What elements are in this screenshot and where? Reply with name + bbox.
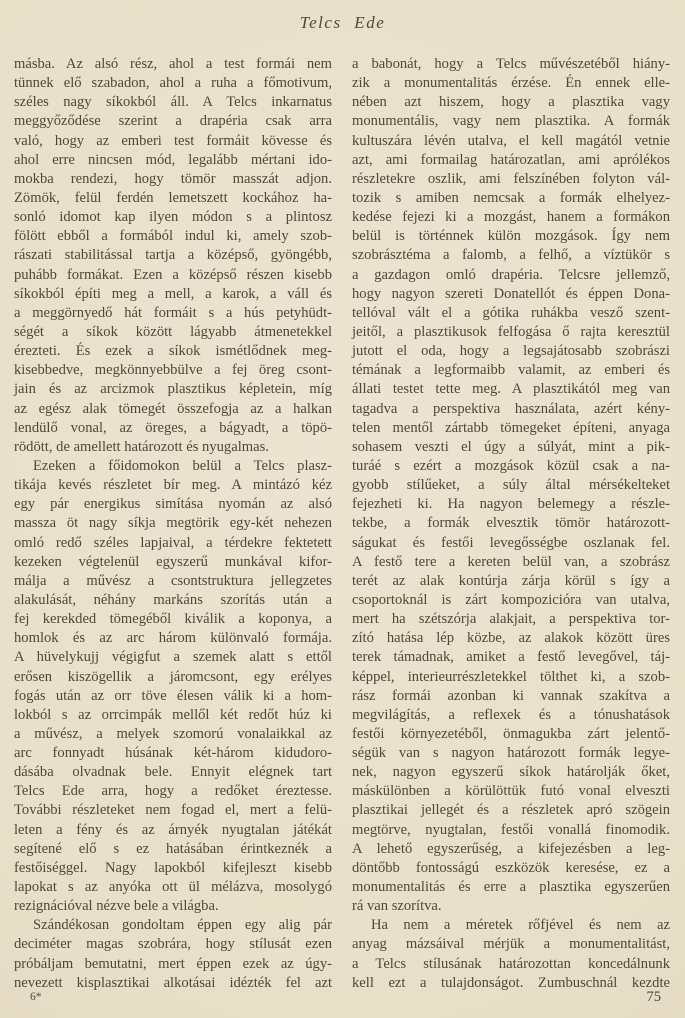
text-line: fejezheti ki. Ha nagyon belemegy a részle- bbox=[352, 496, 670, 513]
text-line: leten a fény és az árnyék nyugtalan játékát bbox=[14, 821, 332, 838]
text-line: egy pár energikus simítása nyomán az alsó bbox=[14, 496, 332, 513]
text-line: széles nagy síkokból áll. A Telcs inkarnatus bbox=[14, 94, 332, 111]
text-line: arc fonnyadt húsának két-három kidudoro- bbox=[14, 745, 332, 762]
text-line: tünnek elő szabadon, ahol a ruha a főmotivum, bbox=[14, 75, 332, 92]
text-line: További részleteket nem fogad el, mert a felü- bbox=[14, 802, 332, 819]
text-line: döntőbb fontosságú eszközök keresése, ez a bbox=[352, 859, 670, 876]
signature-mark: 6* bbox=[30, 991, 42, 1003]
text-line: kisebbedve, megkönnyebbülve a fej öreg csont- bbox=[14, 362, 332, 379]
text-line: monumentalitás és erre a plasztika egyszerűen bbox=[352, 879, 670, 896]
text-line: mert ha szétszórja alakjait, a perspektiva tor- bbox=[352, 611, 670, 628]
text-line: plasztikai jellegét és a részletek apró szögein bbox=[352, 802, 670, 819]
text-line: ahol erre nincsen mód, legalább mértani ido- bbox=[14, 151, 332, 168]
text-line: lendülő vonal, az öreges, a bágyadt, a töpö- bbox=[14, 419, 332, 436]
text-line: szobrásztéma a falomb, a felhő, a víztükör s bbox=[352, 247, 670, 264]
text-line: jutott el oda, hogy a legsajátosabb szobrászi bbox=[352, 343, 670, 360]
text-line: rödött, de amellett határozott és nyugalmas. bbox=[14, 438, 269, 455]
text-line: jain és az arcizmok plasztikus képletein, míg bbox=[14, 381, 332, 398]
text-line: témának a legformaibb valamit, az emberi és bbox=[352, 362, 670, 379]
text-line: fölött ebből a formából indul ki, amely szob- bbox=[14, 228, 332, 245]
page-number: 75 bbox=[646, 989, 661, 1005]
text-line: kedése fejezi ki a mozgást, hanem a formákon bbox=[352, 209, 670, 226]
text-line: monumentális, vagy nem plasztika. A formák bbox=[352, 113, 670, 130]
text-line: a meggörnyedő hát formáit s a hús petyhüdt- bbox=[14, 304, 332, 321]
text-line: massza öt nagy síkja megtörik egy-két nehezen bbox=[14, 515, 332, 532]
text-line: Zömök, felül ferdén lemetszett kockához ha- bbox=[14, 189, 332, 206]
text-line: a művész, a melyek szomorú vonalaikkal az bbox=[14, 725, 332, 742]
text-line: deciméter magas szobrára, hogy stílusát ezen bbox=[14, 936, 332, 953]
text-line: telen mentől zártabb tömegeket építeni, anyaga bbox=[352, 419, 670, 436]
text-line: nevezett kisplasztikai alkotásai idézték fel azt bbox=[14, 974, 332, 991]
right-column bbox=[352, 55, 670, 993]
text-line: gyobb stílűeket, a súly által mérsékelteket bbox=[352, 477, 670, 494]
text-line: síkokból építi meg a mell, a karok, a váll és bbox=[14, 285, 332, 302]
text-line: sohasem veszti el úgy a súlyát, mint a pik- bbox=[352, 438, 670, 455]
text-line: terét az alak kontúrja zárja körül s így a bbox=[352, 572, 670, 589]
text-line: csoportoknál is zárt kompozicióra van utalva, bbox=[352, 591, 670, 608]
text-line: A festő tere a kereten belül van, a szobrász bbox=[352, 553, 670, 570]
text-line: részletekre oszlik, ami felszínében folyton vál- bbox=[352, 170, 670, 187]
text-line: rá van szorítva. bbox=[352, 898, 442, 915]
text-line: nében azt hiszem, hogy a plasztika vagy bbox=[352, 94, 670, 111]
text-line: tellóval vált el a gótika ruhákba vesző szent- bbox=[352, 304, 670, 321]
text-line: állati testet tette meg. A plasztikától meg van bbox=[352, 381, 670, 398]
text-line: zik a monumentalitás érzése. Én ennek elle- bbox=[352, 75, 670, 92]
text-line: megvilágítás, a reflexek és a tónushatások bbox=[352, 706, 670, 723]
text-line: lokból s az orrcimpák mellől két redőt húz ki bbox=[14, 706, 332, 723]
text-line: terek támadnak, amiket a festő levegővel, táj- bbox=[352, 649, 670, 666]
text-line: fej kerekded tömegéből kiválik a koponya, a bbox=[14, 611, 332, 628]
text-line: A hüvelykujj végigfut a szemek alatt s ettől bbox=[14, 649, 332, 666]
text-line: zító hatása lép közbe, az alakok között üres bbox=[352, 630, 670, 647]
text-line: az egész alak tömegét összefogja az a halkan bbox=[14, 400, 332, 417]
text-line: tozik s amiben nemcsak a formák elhelyez- bbox=[352, 189, 670, 206]
text-line: A lehető egyszerűség, a kifejezésben a leg- bbox=[352, 840, 670, 857]
text-line: rász formái azonban ki vannak szakítva a bbox=[352, 687, 670, 704]
text-line: fogás után az orr töve élesen válik ki a hom- bbox=[14, 687, 332, 704]
text-line: festői környezetéből, önmagukba zárt jelentő- bbox=[352, 725, 670, 742]
text-line: a gazdagon omló drapéria. Telcsre jellemző, bbox=[352, 266, 670, 283]
text-line: homlok és az arc három különvaló formája. bbox=[14, 630, 332, 647]
text-line: málja a művész a csontstruktura jellegzetes bbox=[14, 572, 332, 589]
text-line: mokba rendezi, hogy tömör masszát adjon. bbox=[14, 170, 332, 187]
text-line: rászati stabilitással tartja a középső, gyöngébb, bbox=[14, 247, 332, 264]
text-line: dásába olvadnak bele. Ennyit elégnek tart bbox=[14, 764, 332, 781]
text-line: ségét a síkok között lágyabb átmenetekkel bbox=[14, 323, 332, 340]
text-line: lapokat s az anyóka ott ül mélázva, mosolygó bbox=[14, 879, 332, 896]
text-line: Szándékosan gondoltam éppen egy alig pár bbox=[33, 917, 332, 934]
text-line: Ezeken a főidomokon belül a Telcs plasz- bbox=[33, 457, 332, 474]
text-line: tagadva a perspektiva használata, azért kény- bbox=[352, 400, 670, 417]
text-line: érezteti. És ezek a síkok ismétlődnek meg- bbox=[14, 343, 332, 360]
text-line: képpel, interieurrészletekkel tölthet ki, a szob- bbox=[352, 668, 670, 685]
text-line: tekbe, a formák elvesztik tömör határozott- bbox=[352, 515, 670, 532]
text-line: tikája kevés részletet bír meg. A mintázó kéz bbox=[14, 477, 332, 494]
text-line: meggyőződése szerint a drapéria csak arra bbox=[14, 113, 332, 130]
text-line: erősen kiszögellik a járomcsont, egy erélyes bbox=[14, 668, 332, 685]
text-line: jeitől, a plasztikusok felfogása ő rajta keresztül bbox=[352, 323, 670, 340]
text-line: a babonát, hogy a Telcs művészetéből hiány- bbox=[352, 56, 670, 72]
text-line: belül is történnek külön mozgások. Így nem bbox=[352, 228, 670, 245]
text-line: sonló idomot kap ilyen módon s a plintosz bbox=[14, 209, 332, 226]
text-line: ságukat és festői levegősségbe oszlanak fel. bbox=[352, 534, 670, 551]
text-line: hogy nagyon szereti Donatellót és éppen Dona- bbox=[352, 285, 670, 302]
text-line: megtörve, nyugtalan, festői vonallá finomodik. bbox=[352, 821, 670, 838]
left-column bbox=[14, 55, 332, 993]
text-line: Telcs Ede arra, hogy a redőket éreztesse. bbox=[14, 783, 332, 800]
text-line: máskülönben a körülöttük futó vonal elveszti bbox=[352, 783, 670, 800]
text-line: nek, nagyon egyszerű síkok határolják őket, bbox=[352, 764, 670, 781]
text-line: kultuszára lévén utalva, el kell magától vetnie bbox=[352, 132, 670, 149]
text-line: turáé s ezért a mozgások közül csak a na- bbox=[352, 457, 670, 474]
text-line: segítené elő s ez hatásában érintkeznék a bbox=[14, 840, 332, 857]
text-line: a Telcs stílusának határozottan koncedálnunk bbox=[352, 955, 670, 972]
text-line: rezignációval nézve bele a világba. bbox=[14, 898, 219, 915]
text-line: puhább formákat. Ezen a középső részen kisebb bbox=[14, 266, 332, 283]
text-line: Ha nem a méretek rőfjével és nem az bbox=[371, 917, 670, 934]
text-line: alakulását, néhány markáns szorítás után a bbox=[14, 591, 332, 608]
text-line: próbáljam bemutatni, mert éppen ezek az úgy- bbox=[14, 955, 332, 972]
text-line: kell ezt a tulajdonságot. Zumbuschnál kezdte bbox=[352, 974, 670, 991]
text-line: ségük van s nagyon határozott formák legye- bbox=[352, 745, 670, 762]
text-line: omló redő széles lapjaival, a térdekre fektetett bbox=[14, 534, 332, 551]
text-line: anyag mázsáival mérjük a monumentalitást, bbox=[352, 936, 670, 953]
text-line: festőiséggel. Nagy lapokból kifejleszt kisebb bbox=[14, 859, 332, 876]
text-line: azt, ami formailag határozatlan, ami aprólékos bbox=[352, 151, 670, 168]
text-line: másba. Az alsó rész, ahol a test formái nem bbox=[14, 56, 332, 72]
text-columns bbox=[14, 55, 670, 993]
text-line: való, hogy az emberi test formáit kövesse és bbox=[14, 132, 332, 149]
running-header: Telcs Ede bbox=[299, 13, 386, 32]
text-line: kezeken végtelenül egyszerű munkával kifor- bbox=[14, 553, 332, 570]
